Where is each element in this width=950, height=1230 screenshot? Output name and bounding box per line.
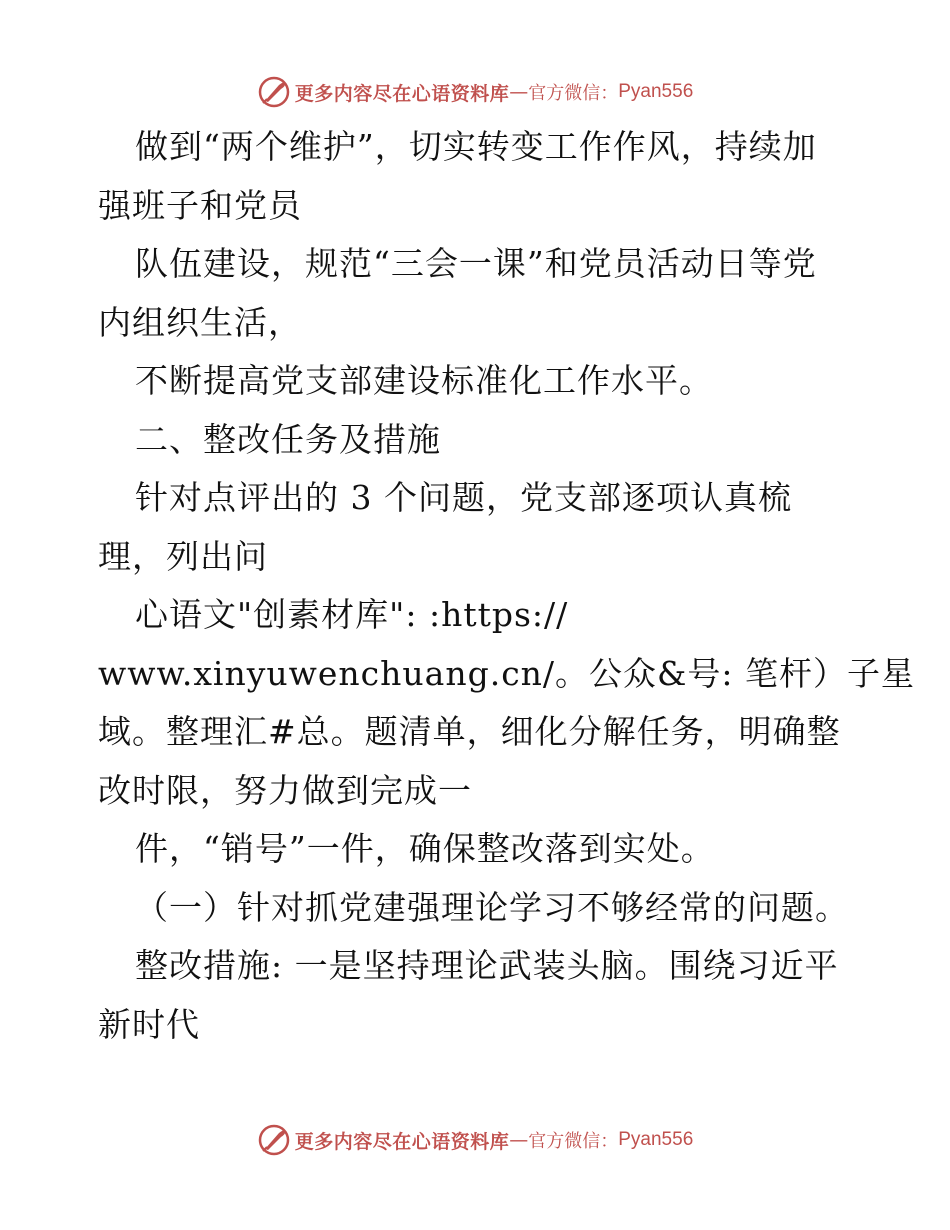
body-line: 不断提高党支部建设标准化工作水平。 [135,361,713,400]
footer-brand-text: 更多内容尽在心语资料库 [294,1130,510,1153]
body-line: www.xinyuwenchuang.cn/。公众&号: 笔杆）子星 [98,653,916,693]
body-line: 域。整理汇#总。题清单，细化分解任务，明确整 [98,712,841,751]
footer-wechat-id: Pyan556 [618,1129,694,1150]
footer-banner [0,1120,950,1160]
body-line: 件，“销号”一件，确保整改落到实处。 [135,829,715,868]
body-line: 改时限，努力做到完成一 [98,770,472,810]
footer-dash: — [509,1129,529,1151]
body-line: 针对点评出的 3 个问题，党支部逐项认真梳 [135,478,792,517]
body-line: 强班子和党员 [98,185,302,225]
body-line: 心语文"创素材库": :https:// [135,595,569,634]
body-line: 内组织生活， [98,302,302,342]
body-line: 新时代 [98,1004,200,1044]
body-line: 整改措施: 一是坚持理论武装头脑。围绕习近平 [135,946,839,985]
quill-logo-icon [257,75,291,109]
header-brand-text: 更多内容尽在心语资料库 [294,82,510,105]
header-dash: — [509,81,529,103]
body-line: 队伍建设，规范“三会一课”和党员活动日等党 [135,244,817,283]
header-wechat-id: Pyan556 [618,81,694,102]
footer-wechat-label: 官方微信： [528,1131,619,1152]
header-banner [0,72,950,112]
quill-logo-icon [257,1123,291,1157]
section-heading: 二、整改任务及措施 [135,419,441,459]
header-wechat-label: 官方微信： [528,83,619,104]
body-line: 做到“两个维护”，切实转变工作作风，持续加 [135,127,817,166]
subsection-heading: （一）针对抓党建强理论学习不够经常的问题。 [135,887,849,927]
document-body [98,118,916,1054]
body-line: 理，列出问 [98,536,268,576]
